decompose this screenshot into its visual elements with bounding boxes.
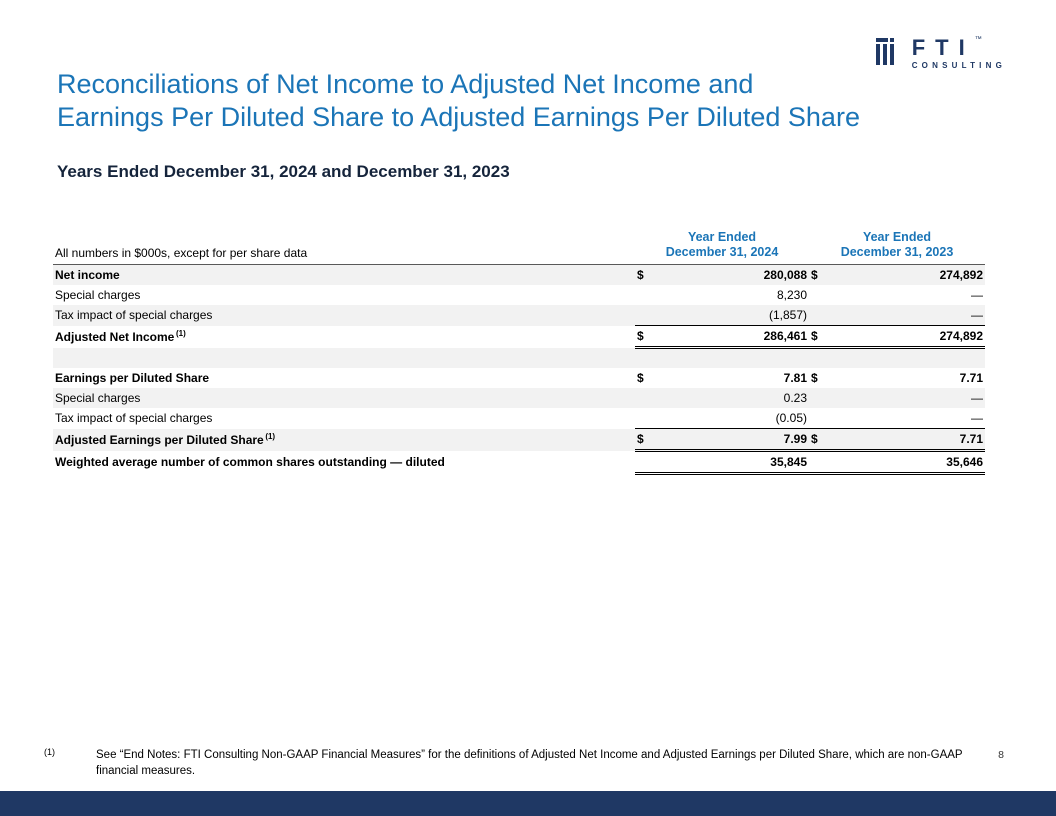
value-2024: (1,857)	[768, 308, 807, 322]
spacer-row	[53, 348, 985, 369]
value-2024: 286,461	[653, 326, 809, 348]
row-label: Tax impact of special charges	[55, 411, 213, 426]
dollar-sign-2024: $	[635, 429, 653, 451]
page-number: 8	[998, 749, 1004, 761]
value-2023: 274,892	[827, 326, 985, 348]
table-row	[53, 451, 985, 474]
dollar-sign-2024: $	[635, 326, 653, 348]
value-2024: 7.99	[653, 429, 809, 451]
row-label: Earnings per Diluted Share	[55, 371, 210, 385]
logo-subtitle: CONSULTING	[911, 61, 1006, 70]
reconciliation-table	[53, 222, 985, 475]
dollar-sign-2024	[635, 305, 653, 326]
dollar-sign-2024	[635, 451, 653, 474]
column-header-2023-line2: December 31, 2023	[840, 245, 954, 259]
footnote-reference: (1)	[263, 432, 276, 441]
table-caption: All numbers in $000s, except for per share data	[53, 222, 635, 265]
value-2023: 35,646	[827, 451, 985, 474]
row-label: Weighted average number of common shares outstanding — diluted	[55, 455, 445, 469]
row-label: Adjusted Net Income $^{(1)}$	[55, 329, 186, 344]
fti-columns-icon	[875, 38, 905, 65]
trademark-symbol: ™	[974, 36, 982, 43]
table-row	[53, 368, 985, 388]
page-title	[57, 68, 957, 134]
dollar-sign-2023: $	[809, 429, 827, 451]
column-header-2023-line1: Year Ended	[862, 230, 932, 244]
column-header-2023	[809, 222, 985, 265]
value-2024: 7.81	[783, 371, 807, 385]
value-2023: 274,892	[939, 268, 983, 282]
dollar-sign-2023	[809, 451, 827, 474]
page-title-line1: Reconciliations of Net Income to Adjusted Net Income and	[57, 69, 754, 99]
spacer-cell	[53, 348, 985, 369]
value-2024: 0.23	[783, 391, 807, 405]
table-row	[53, 265, 985, 286]
column-header-2024-line2: December 31, 2024	[665, 245, 779, 259]
row-label: Special charges	[55, 288, 141, 302]
value-2023: —	[971, 288, 983, 302]
value-2023: 7.71	[959, 371, 983, 385]
table-row	[53, 388, 985, 408]
dollar-sign-2023: $	[811, 268, 818, 282]
footer-bar	[0, 791, 1056, 816]
row-label: Net income	[55, 268, 120, 282]
column-header-2024-line1: Year Ended	[687, 230, 757, 244]
column-header-2024	[635, 222, 809, 265]
fti-consulting-logo	[875, 35, 1006, 70]
table-row	[53, 326, 985, 348]
period-subtitle: Years Ended December 31, 2024 and December 31, 2023	[57, 162, 510, 181]
dollar-sign-2023: $	[809, 326, 827, 348]
row-label: Tax impact of special charges	[55, 308, 213, 323]
table-row	[53, 285, 985, 305]
footnote-reference: (1)	[174, 329, 186, 338]
dollar-sign-2024	[635, 285, 653, 305]
table-header-row	[53, 222, 985, 265]
dollar-sign-2024: $	[637, 371, 644, 385]
dollar-sign-2023: $	[811, 371, 818, 385]
row-label: Adjusted Earnings per Diluted Share $^{(1)}$	[55, 432, 276, 447]
logo-brand: FTI	[911, 35, 975, 60]
value-2024: 280,088	[763, 268, 807, 282]
dollar-sign-2023	[809, 388, 827, 408]
logo-text	[911, 35, 1006, 70]
value-2023: —	[971, 411, 983, 425]
dollar-sign-2023	[809, 285, 827, 305]
footnote-text: See “End Notes: FTI Consulting Non-GAAP Financial Measures” for the definitions of Adjusted Net Income and Adjusted Earnings per Diluted Share, which are non-GAAP financial measures.	[96, 749, 963, 777]
value-2024: 8,230	[776, 288, 807, 302]
page-title-line2: Earnings Per Diluted Share to Adjusted Earnings Per Diluted Share	[57, 102, 860, 132]
value-2023: —	[971, 391, 983, 405]
table-row	[53, 429, 985, 451]
value-2023: —	[971, 308, 983, 322]
dollar-sign-2023	[809, 305, 827, 326]
footnote	[44, 748, 974, 779]
value-2024: (0.05)	[775, 411, 807, 425]
row-label: Special charges	[55, 391, 141, 405]
dollar-sign-2024	[635, 408, 653, 429]
dollar-sign-2024	[635, 388, 653, 408]
footnote-marker: (1)	[44, 747, 55, 757]
table-row	[53, 305, 985, 326]
table-row	[53, 408, 985, 429]
value-2023: 7.71	[827, 429, 985, 451]
table-body	[53, 265, 985, 474]
value-2024: 35,845	[653, 451, 809, 474]
dollar-sign-2023	[809, 408, 827, 429]
dollar-sign-2024: $	[637, 268, 644, 282]
